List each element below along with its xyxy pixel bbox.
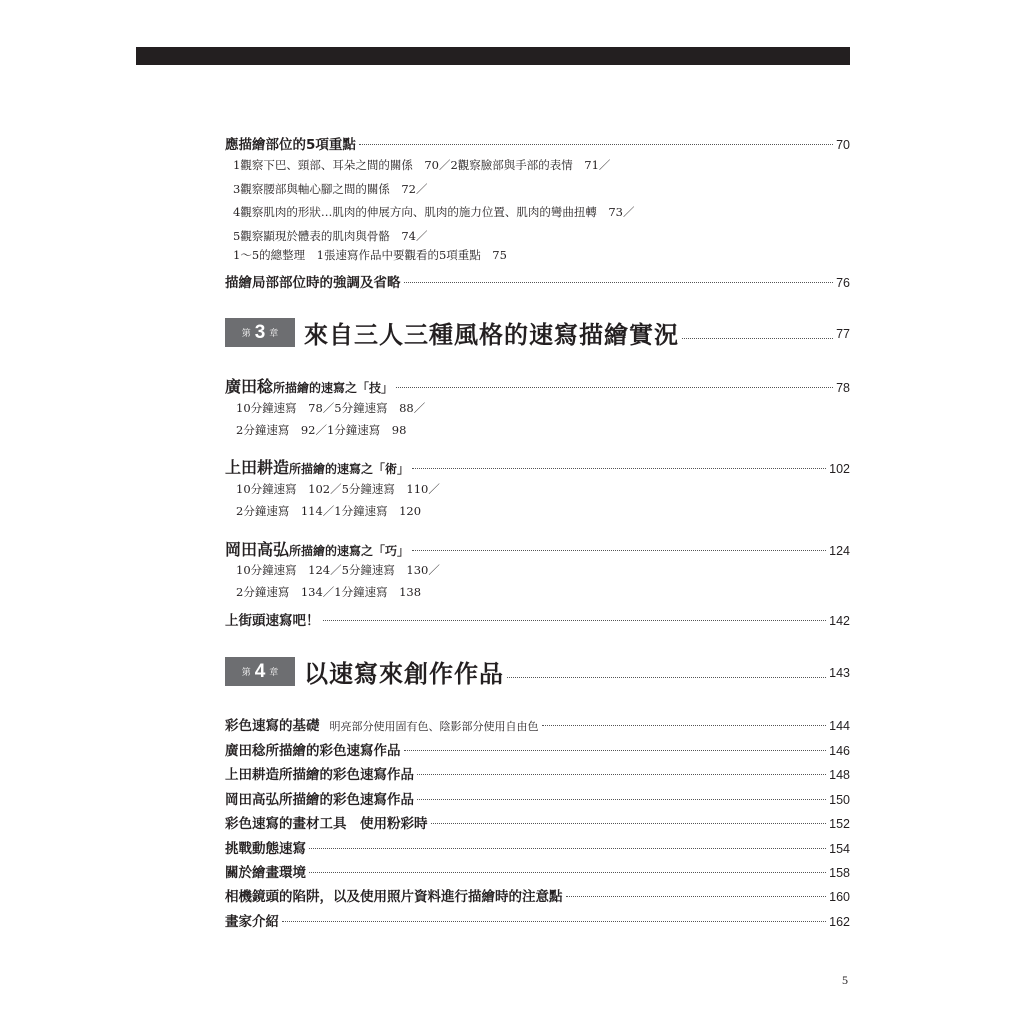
toc-entry-title: 上田耕造所描繪的彩色速寫作品	[225, 767, 414, 783]
toc-entry-title: 關於繪畫環境	[225, 865, 306, 881]
toc-page-number: 102	[829, 462, 850, 476]
toc-subitem: 1觀察下巴、頸部、耳朵之間的關係 70／2觀察臉部與手部的表情 71／	[233, 158, 611, 172]
toc-page-number: 70	[836, 138, 850, 152]
entry-mid: 所描繪的	[289, 544, 338, 558]
toc-page-number: 142	[829, 614, 850, 628]
toc-entry-title: 廣田稔所描繪的彩色速寫作品	[225, 743, 401, 759]
toc-entry-title: 挑戰動態速寫	[225, 841, 306, 857]
toc-page-number: 152	[829, 817, 850, 831]
toc-entry	[225, 537, 850, 560]
chapter-label: 章	[269, 329, 279, 339]
toc-entry	[225, 374, 850, 397]
toc-page-number: 150	[829, 793, 850, 807]
artist-name: 岡田高弘	[225, 540, 290, 559]
leader-dots	[309, 848, 826, 849]
toc-entry-title: 相機鏡頭的陷阱，以及使用照片資料進行描繪時的注意點	[225, 889, 563, 905]
toc-entry-title: 彩色速寫的畫材工具 使用粉彩時	[225, 816, 428, 832]
toc-entry	[225, 837, 850, 857]
leader-dots	[404, 282, 834, 283]
toc-page-number: 160	[829, 890, 850, 904]
toc-subitem: 2分鐘速寫 134／1分鐘速寫 138	[236, 585, 422, 599]
toc-page-number: 158	[829, 866, 850, 880]
chapter-badge	[225, 657, 295, 686]
toc-subitem: 4觀察肌肉的形狀…肌肉的伸展方向、肌肉的施力位置、肌肉的彎曲扭轉 73／	[233, 205, 635, 219]
leader-dots	[566, 896, 827, 897]
toc-entry-title: 上街頭速寫吧！	[225, 613, 320, 629]
toc-subitem: 3觀察腰部與軸心腳之間的關係 72／	[233, 182, 428, 196]
toc-entry-title: 岡田高弘所描繪的彩色速寫作品	[225, 792, 414, 808]
chapter-label: 第	[241, 329, 251, 339]
chapter-number: 4	[254, 660, 266, 682]
page-number: 5	[842, 973, 848, 987]
toc-page-number: 124	[829, 544, 850, 558]
toc-entry	[225, 812, 850, 832]
chapter-heading	[225, 315, 850, 350]
leader-dots	[309, 872, 826, 873]
entry-mid: 所描繪的	[273, 381, 322, 395]
toc-page-number: 78	[836, 381, 850, 395]
chapter-badge	[225, 318, 295, 347]
leader-dots	[542, 725, 827, 726]
toc-entry-note: 明亮部分使用固有色、陰影部分使用自由色	[329, 720, 539, 733]
leader-dots	[359, 144, 833, 145]
toc-entry	[225, 133, 850, 153]
chapter-label: 第	[241, 668, 251, 678]
toc-entry	[225, 271, 850, 291]
toc-page-number: 144	[829, 719, 850, 733]
toc-entry-title: 彩色速寫的基礎	[225, 718, 320, 734]
leader-dots	[282, 921, 826, 922]
toc-entry	[225, 714, 850, 734]
toc-entry-title: 畫家介紹	[225, 914, 279, 930]
toc-page-number: 76	[836, 276, 850, 290]
toc-entry	[225, 455, 850, 478]
toc-subitem: 10分鐘速寫 78／5分鐘速寫 88／	[236, 401, 426, 415]
leader-dots	[412, 468, 826, 469]
chapter-heading	[225, 654, 850, 689]
leader-dots	[323, 620, 827, 621]
toc-page-number: 143	[829, 665, 850, 680]
leader-dots	[417, 799, 826, 800]
leader-dots	[417, 774, 826, 775]
toc-subitem: 10分鐘速寫 124／5分鐘速寫 130／	[236, 563, 440, 577]
toc-entry	[225, 910, 850, 930]
toc-subitem: 1～5的總整理 1張速寫作品中要觀看的5項重點 75	[233, 248, 507, 262]
leader-dots	[396, 387, 833, 388]
toc-subitem: 5觀察顯現於體表的肌肉與骨骼 74／	[233, 229, 428, 243]
toc-entry	[225, 861, 850, 881]
chapter-title: 來自三人三種風格的速寫描繪實況	[304, 321, 679, 349]
leader-dots	[507, 677, 826, 678]
toc-subitem: 10分鐘速寫 102／5分鐘速寫 110／	[236, 482, 440, 496]
toc-subitem: 2分鐘速寫 114／1分鐘速寫 120	[236, 504, 422, 518]
toc-entry	[225, 739, 850, 759]
entry-subtitle: 速寫之「技」	[321, 381, 394, 395]
leader-dots	[431, 823, 827, 824]
toc-page-number: 162	[829, 915, 850, 929]
leader-dots	[682, 338, 833, 339]
chapter-title: 以速寫來創作作品	[304, 660, 504, 688]
artist-name: 廣田稔	[225, 377, 274, 396]
toc-entry	[225, 609, 850, 629]
toc-page-number: 77	[836, 326, 850, 341]
leader-dots	[412, 550, 826, 551]
toc-page-number: 154	[829, 842, 850, 856]
entry-subtitle: 速寫之「術」	[337, 462, 410, 476]
toc-entry	[225, 788, 850, 808]
toc-entry-title: 應描繪部位的5項重點	[225, 137, 356, 153]
entry-subtitle: 速寫之「巧」	[337, 544, 410, 558]
toc-entry	[225, 885, 850, 905]
leader-dots	[404, 750, 827, 751]
toc-page-number: 148	[829, 768, 850, 782]
artist-name: 上田耕造	[225, 458, 290, 477]
toc-entry-title: 描繪局部部位時的強調及省略	[225, 275, 401, 291]
toc-page-number: 146	[829, 744, 850, 758]
entry-mid: 所描繪的	[289, 462, 338, 476]
toc-subitem: 2分鐘速寫 92／1分鐘速寫 98	[236, 423, 407, 437]
chapter-number: 3	[254, 321, 266, 343]
toc-entry	[225, 763, 850, 783]
chapter-label: 章	[269, 668, 279, 678]
